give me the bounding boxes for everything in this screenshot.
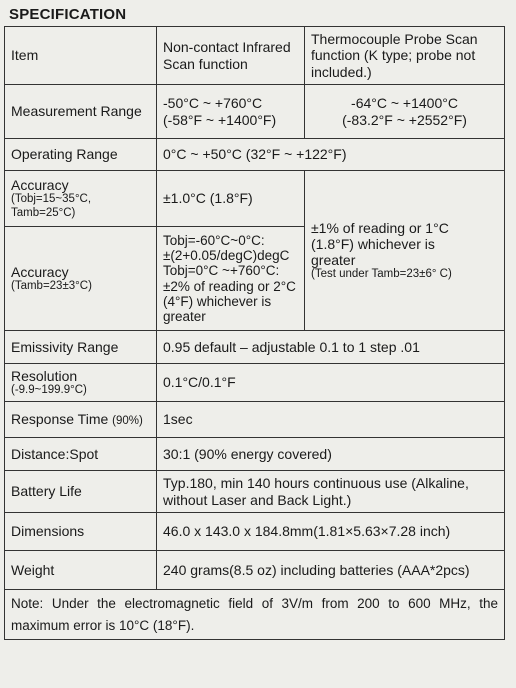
accuracy-1-condition-2: Tamb=25°C): [11, 206, 76, 219]
accuracy-1-condition-1: (Tobj=15~35°C,: [11, 193, 92, 206]
resolution-value: 0.1°C/0.1°F: [157, 364, 505, 402]
weight-label: Weight: [5, 551, 157, 590]
accuracy-2-ir-line: ±2% of reading or 2°C: [163, 278, 296, 294]
table-row: [5, 402, 505, 438]
response-time-sub: (90%): [112, 414, 143, 427]
accuracy-tc-line-2: (1.8°F) whichever is: [311, 235, 435, 252]
spec-table: [4, 26, 505, 640]
dimensions-label: Dimensions: [5, 513, 157, 551]
table-row: [5, 27, 505, 85]
ir-range-fahrenheit: (-58°F ~ +1400°F): [163, 111, 277, 128]
emissivity-value: 0.95 default – adjustable 0.1 to 1 step .01: [157, 331, 505, 364]
accuracy-1-label-cell: [5, 171, 157, 227]
accuracy-tc-value: [305, 171, 505, 331]
note-text: Note: Under the electromagnetic field of 3V/m from 200 to 600 MHz, the maximum error is 10°C (18°F).: [5, 590, 505, 640]
table-row: [5, 438, 505, 471]
accuracy-2-condition: (Tamb=23±3°C): [11, 279, 92, 292]
accuracy-1-label: Accuracy: [11, 177, 69, 194]
resolution-sub: (-9.9~199.9°C): [11, 383, 87, 396]
table-row: [5, 171, 505, 227]
table-row: [5, 331, 505, 364]
accuracy-2-ir-value: [157, 227, 305, 331]
dimensions-value: 46.0 x 143.0 x 184.8mm(1.81×5.63×7.28 inch): [157, 513, 505, 551]
battery-life-value: [157, 471, 505, 513]
accuracy-2-label-cell: [5, 227, 157, 331]
accuracy-1-ir-value: ±1.0°C (1.8°F): [157, 171, 305, 227]
accuracy-2-ir-line: ±(2+0.05/degC)degC: [163, 248, 290, 264]
tc-range-celsius: -64°C ~ +1400°C: [351, 95, 458, 112]
accuracy-tc-line-3: greater: [311, 251, 356, 268]
resolution-label: Resolution: [11, 367, 78, 384]
table-row: [5, 590, 505, 640]
header-thermocouple: Thermocouple Probe Scan function (K type; probe not included.): [305, 27, 505, 85]
ir-range-celsius: -50°C ~ +760°C: [163, 95, 263, 112]
response-time-label: Response Time: [11, 410, 109, 427]
table-row: [5, 364, 505, 402]
operating-range-value: 0°C ~ +50°C (32°F ~ +122°F): [157, 139, 505, 171]
table-row: [5, 471, 505, 513]
weight-value: 240 grams(8.5 oz) including batteries (AAA*2pcs): [157, 551, 505, 590]
table-row: [5, 85, 505, 139]
measurement-range-ir: [157, 85, 305, 139]
accuracy-2-ir-line: Tobj=-60°C~0°C:: [163, 233, 265, 249]
page-title: SPECIFICATION: [9, 6, 127, 23]
tc-range-fahrenheit: (-83.2°F ~ +2552°F): [342, 111, 467, 128]
distance-spot-label: Distance:Spot: [5, 438, 157, 471]
resolution-label-cell: [5, 364, 157, 402]
operating-range-label: Operating Range: [5, 139, 157, 171]
table-row: [5, 139, 505, 171]
table-row: [5, 551, 505, 590]
distance-spot-value: 30:1 (90% energy covered): [157, 438, 505, 471]
table-row: [5, 513, 505, 551]
response-time-value: 1sec: [157, 402, 505, 438]
header-infrared: Non-contact Infrared Scan function: [157, 27, 305, 85]
battery-life-line-2: without Laser and Back Light.): [163, 491, 352, 508]
measurement-range-label: Measurement Range: [5, 85, 157, 139]
accuracy-tc-line-1: ±1% of reading or 1°C: [311, 219, 449, 236]
emissivity-label: Emissivity Range: [5, 331, 157, 364]
accuracy-2-label: Accuracy: [11, 263, 69, 280]
accuracy-2-ir-line: greater: [163, 308, 206, 324]
battery-life-line-1: Typ.180, min 140 hours continuous use (Alkaline,: [163, 475, 469, 492]
response-time-label-cell: [5, 402, 157, 438]
battery-life-label: Battery Life: [5, 471, 157, 513]
accuracy-2-ir-line: (4°F) whichever is: [163, 293, 272, 309]
header-item: Item: [5, 27, 157, 85]
accuracy-2-ir-line: Tobj=0°C ~+760°C:: [163, 263, 280, 279]
accuracy-tc-note: (Test under Tamb=23±6° C): [311, 268, 452, 281]
measurement-range-tc: [305, 85, 505, 139]
